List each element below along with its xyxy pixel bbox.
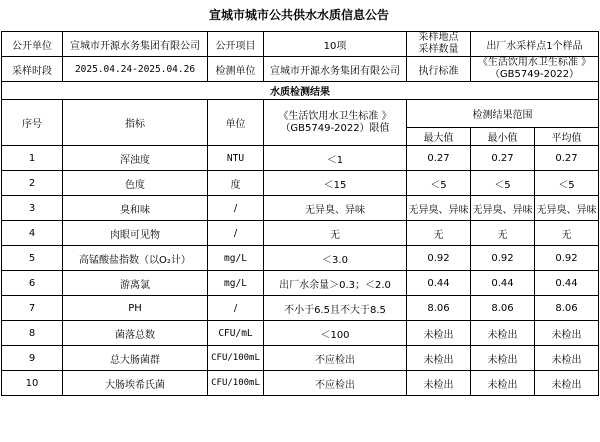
value-period: 2025.04.24-2025.04.26 (63, 57, 208, 82)
row-min: 未检出 (471, 371, 535, 396)
row-max: ＜5 (407, 171, 471, 196)
header-no: 序号 (2, 100, 63, 146)
row-unit: 度 (208, 171, 264, 196)
row-min: 未检出 (471, 346, 535, 371)
row-max: 无异臭、异味 (407, 196, 471, 221)
row-indicator: 游离氯 (63, 271, 208, 296)
row-max: 0.44 (407, 271, 471, 296)
row-indicator: PH (63, 296, 208, 321)
row-number: 10 (2, 371, 63, 396)
row-avg: 0.44 (535, 271, 599, 296)
header-indicator: 指标 (63, 100, 208, 146)
row-max: 无 (407, 221, 471, 246)
row-avg: 0.27 (535, 146, 599, 171)
row-unit: / (208, 196, 264, 221)
header-unit: 单位 (208, 100, 264, 146)
value-standard-text: 《生活饮用水卫生标准 》 （GB5749-2022） (477, 57, 592, 80)
row-limit: ＜15 (264, 171, 407, 196)
info-row-1 (2, 32, 599, 57)
row-unit: CFU/mL (208, 321, 264, 346)
row-unit: NTU (208, 146, 264, 171)
row-avg: 未检出 (535, 321, 599, 346)
header-range: 检测结果范围 (407, 100, 599, 128)
row-min: 0.92 (471, 246, 535, 271)
header-row-1 (2, 100, 599, 128)
row-indicator: 菌落总数 (63, 321, 208, 346)
label-publisher: 公开单位 (2, 32, 63, 57)
row-min: 0.44 (471, 271, 535, 296)
table-row (2, 221, 599, 246)
header-limit (264, 100, 407, 146)
row-indicator: 大肠埃希氏菌 (63, 371, 208, 396)
row-limit: 无 (264, 221, 407, 246)
section-row (2, 82, 599, 100)
row-limit: ＜1 (264, 146, 407, 171)
label-period: 采样时段 (2, 57, 63, 82)
label-sampling-site (407, 32, 471, 57)
row-indicator: 肉眼可见物 (63, 221, 208, 246)
row-avg: 无 (535, 221, 599, 246)
row-max: 0.27 (407, 146, 471, 171)
section-title: 水质检测结果 (2, 82, 599, 100)
row-indicator: 浑浊度 (63, 146, 208, 171)
value-lab: 宣城市开源水务集团有限公司 (264, 57, 407, 82)
row-limit: 无异臭、异味 (264, 196, 407, 221)
table-row (2, 321, 599, 346)
row-avg: 无异臭、异味 (535, 196, 599, 221)
header-limit-text: 《生活饮用水卫生标准 》 （GB5749-2022）限值 (278, 110, 392, 134)
row-number: 3 (2, 196, 63, 221)
label-standard: 执行标准 (407, 57, 471, 82)
row-indicator: 高锰酸盐指数（以O₂计） (63, 246, 208, 271)
row-indicator: 总大肠菌群 (63, 346, 208, 371)
row-limit: 不应检出 (264, 346, 407, 371)
table-row (2, 371, 599, 396)
value-items: 10项 (264, 32, 407, 57)
header-max: 最大值 (407, 128, 471, 146)
row-number: 9 (2, 346, 63, 371)
row-limit: ＜100 (264, 321, 407, 346)
row-max: 0.92 (407, 246, 471, 271)
row-unit: mg/L (208, 271, 264, 296)
row-number: 6 (2, 271, 63, 296)
table-row (2, 296, 599, 321)
row-number: 4 (2, 221, 63, 246)
label-items: 公开项目 (208, 32, 264, 57)
row-indicator: 色度 (63, 171, 208, 196)
row-unit: / (208, 296, 264, 321)
row-limit: 不应检出 (264, 371, 407, 396)
water-quality-table (1, 31, 599, 396)
header-min: 最小值 (471, 128, 535, 146)
row-avg: 8.06 (535, 296, 599, 321)
info-row-2 (2, 57, 599, 82)
row-unit: mg/L (208, 246, 264, 271)
table-row (2, 196, 599, 221)
row-unit: CFU/100mL (208, 371, 264, 396)
row-min: 0.27 (471, 146, 535, 171)
row-min: 8.06 (471, 296, 535, 321)
row-max: 8.06 (407, 296, 471, 321)
row-min: 无 (471, 221, 535, 246)
row-indicator: 臭和味 (63, 196, 208, 221)
row-max: 未检出 (407, 321, 471, 346)
row-min: ＜5 (471, 171, 535, 196)
notice-title: 宣城市城市公共供水水质信息公告 (208, 8, 389, 22)
row-avg: ＜5 (535, 171, 599, 196)
row-min: 未检出 (471, 321, 535, 346)
row-number: 5 (2, 246, 63, 271)
table-row (2, 146, 599, 171)
row-avg: 未检出 (535, 371, 599, 396)
row-limit: ＜3.0 (264, 246, 407, 271)
table-row (2, 246, 599, 271)
header-avg: 平均值 (535, 128, 599, 146)
row-limit: 不小于6.5且不大于8.5 (264, 296, 407, 321)
row-number: 1 (2, 146, 63, 171)
row-number: 2 (2, 171, 63, 196)
label-sampling-site-text: 采样地点 采样数量 (418, 32, 459, 55)
row-unit: / (208, 221, 264, 246)
label-lab: 检测单位 (208, 57, 264, 82)
table-row (2, 171, 599, 196)
row-max: 未检出 (407, 371, 471, 396)
row-number: 7 (2, 296, 63, 321)
row-avg: 未检出 (535, 346, 599, 371)
row-min: 无异臭、异味 (471, 196, 535, 221)
value-standard (471, 57, 599, 82)
row-unit: CFU/100mL (208, 346, 264, 371)
table-row (2, 271, 599, 296)
row-max: 未检出 (407, 346, 471, 371)
value-publisher: 宣城市开源水务集团有限公司 (63, 32, 208, 57)
row-number: 8 (2, 321, 63, 346)
table-row (2, 346, 599, 371)
row-avg: 0.92 (535, 246, 599, 271)
row-limit: 出厂水余量＞0.3；＜2.0 (264, 271, 407, 296)
value-sampling-site: 出厂水采样点1个样品 (471, 32, 599, 57)
